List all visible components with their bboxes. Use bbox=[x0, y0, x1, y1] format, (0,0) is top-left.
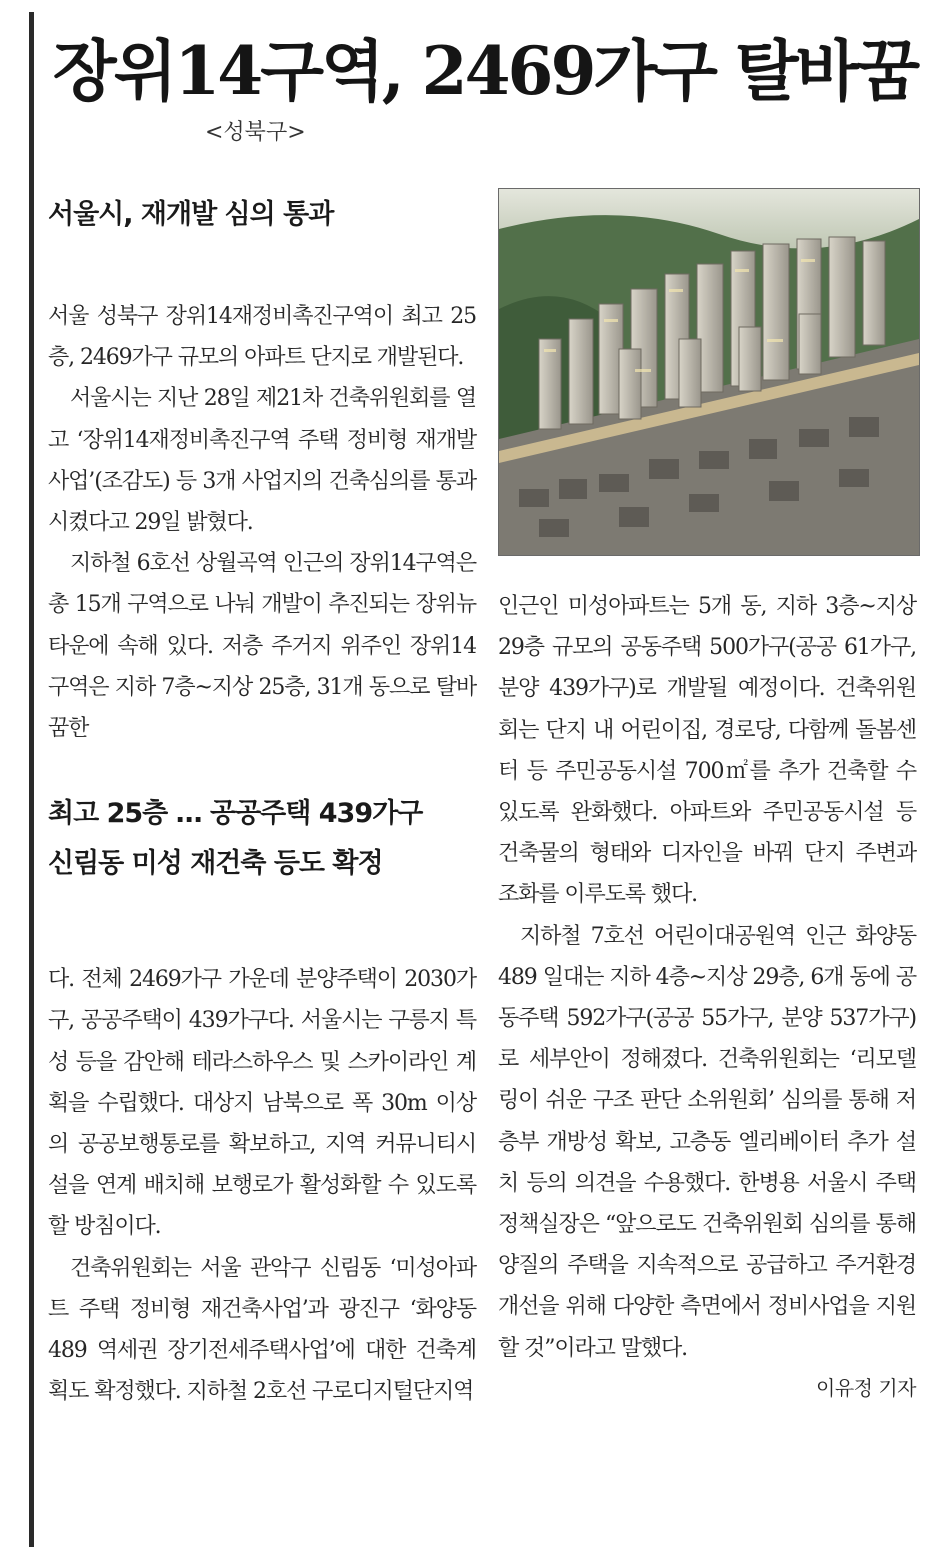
subheading-1: 서울시, 재개발 심의 통과 bbox=[48, 199, 334, 230]
paragraph-3: 지하철 6호선 상월곡역 인근의 장위14구역은 총 15개 구역으로 나눠 개발이 추진되는 장위뉴타운에 속해 있다. 저층 주거지 위주인 장위14구역은 지하 7층~지상 25층, 31개 동으로 탈바꿈한 bbox=[48, 551, 476, 742]
subheading-2-line2: 신림동 미성 재건축 등도 확정 bbox=[48, 848, 383, 880]
aerial-rendering-icon bbox=[499, 189, 919, 555]
left-column bbox=[48, 190, 476, 1412]
byline: 이유정 기자 bbox=[816, 1375, 916, 1400]
aerial-rendering-image bbox=[498, 188, 920, 556]
subheading-2-line1: 최고 25층 … 공공주택 439가구 bbox=[48, 798, 423, 830]
paragraph-6: 인근인 미성아파트는 5개 동, 지하 3층~지상 29층 규모의 공동주택 500가구(공공 61가구, 분양 439가구)로 개발될 예정이다. 건축위원회는 단지 내 어린이집, 경로당, 다함께 돌봄센터 등 주민공동시설 700㎡를 추가 건축할 수 있도록 완화했다. 아파트와 주민공동시설 등 건축물의 형태와 디자인을 바꿔 단지 주변과 조화를 이루도록 했다. bbox=[498, 594, 916, 908]
paragraph-1: 서울 성북구 장위14재정비촉진구역이 최고 25층, 2469가구 규모의 아파트 단지로 개발된다. bbox=[48, 304, 476, 371]
right-column bbox=[498, 586, 916, 1407]
paragraph-7: 지하철 7호선 어린이대공원역 인근 화양동 489 일대는 지하 4층~지상 29층, 6개 동에 공동주택 592가구(공공 55가구, 분양 537가구)로 세부안이 정해졌다. 건축위원회는 ‘리모델링이 쉬운 구조 판단 소위원회’ 심의를 통해 저층부 개방성 확보, 고층동 엘리베이터 추가 설치 등의 의견을 수용했다. 한병용 서울시 주택정책실장은 “앞으로도 건축위원회 심의를 통해 양질의 주택을 지속적으로 공급하고 주거환경 개선을 위해 다양한 측면에서 정비사업을 지원할 것”이라고 말했다. bbox=[498, 923, 916, 1361]
region-label: <성북구> bbox=[205, 120, 306, 145]
column-rule bbox=[29, 12, 34, 1547]
paragraph-5: 건축위원회는 서울 관악구 신림동 ‘미성아파트 주택 정비형 재건축사업’과 광진구 ‘화양동 489 역세권 장기전세주택사업’에 대한 건축계획도 확정했다. 지하철 2호선 구로디지털단지역 bbox=[48, 1255, 476, 1405]
article-headline: 장위14구역, 2469가구 탈바꿈 bbox=[52, 32, 918, 110]
paragraph-4: 다. 전체 2469가구 가운데 분양주택이 2030가구, 공공주택이 439가구다. 서울시는 구릉지 특성 등을 감안해 테라스하우스 및 스카이라인 계획을 수립했다. 대상지 남북으로 폭 30m 이상의 공공보행통로를 확보하고, 지역 커뮤니티시설을 연계 배치해 보행로가 활성화할 수 있도록 할 방침이다. bbox=[48, 967, 476, 1240]
subheading-2 bbox=[48, 789, 476, 889]
paragraph-2: 서울시는 지난 28일 제21차 건축위원회를 열고 ‘장위14재정비촉진구역 주택 정비형 재개발사업’(조감도) 등 3개 사업지의 건축심의를 통과시켰다고 29일 밝혔다. bbox=[48, 386, 476, 536]
